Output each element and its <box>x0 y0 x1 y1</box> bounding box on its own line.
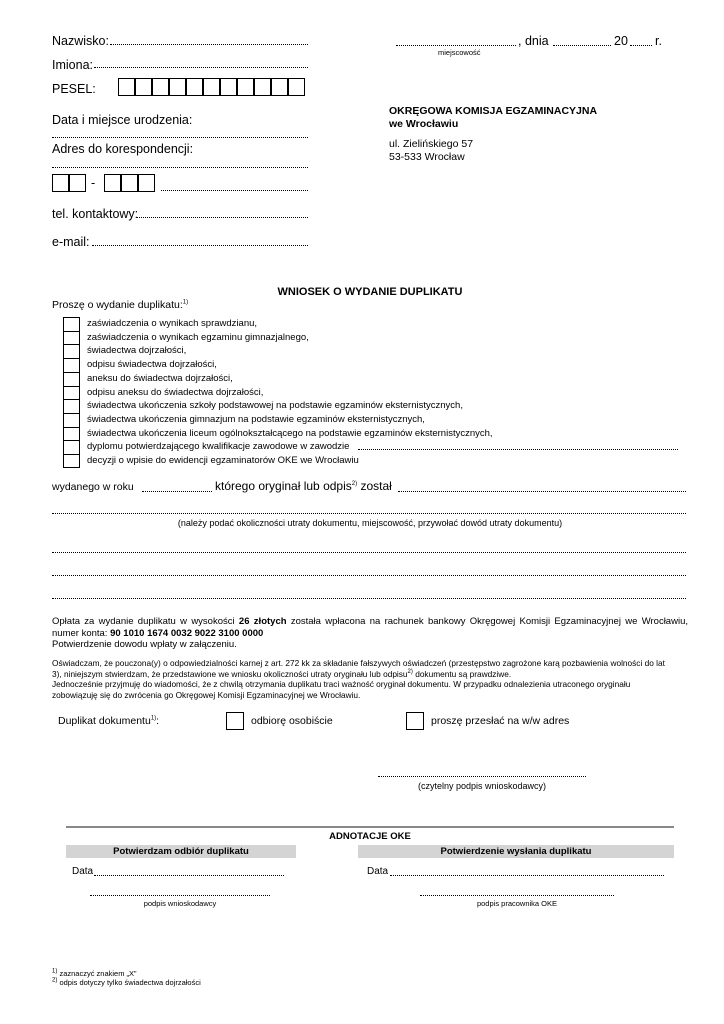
oke-right-date-label: Data <box>367 866 389 877</box>
oke-divider <box>66 826 674 828</box>
option-checkbox[interactable] <box>63 372 80 386</box>
account-label: numer konta: <box>52 627 108 639</box>
circumstances-line-1[interactable] <box>52 506 686 514</box>
oke-left-date-field[interactable] <box>94 869 284 876</box>
pesel-digit-cell[interactable] <box>186 78 203 96</box>
request-label-sup: 1) <box>182 299 189 306</box>
option-checkbox[interactable] <box>63 413 80 427</box>
payment-text-b: została wpłacona na rachunek bankowy Okręgowej Komisji Egzaminacyjnej we Wrocławiu, <box>290 616 688 627</box>
payment-line-1 <box>52 616 688 628</box>
year-field[interactable] <box>630 37 652 46</box>
profession-field[interactable] <box>358 443 678 450</box>
circumstances-line-4[interactable] <box>52 591 686 599</box>
option-label: świadectwa ukończenia szkoły podstawowej na podstawie egzaminów eksternistycznych, <box>87 400 463 412</box>
option-label: świadectwa ukończenia gimnazjum na podstawie egzaminów eksternistycznych, <box>87 413 425 425</box>
birth-label: Data i miejsce urodzenia: <box>52 113 193 127</box>
pesel-digit-cell[interactable] <box>135 78 152 96</box>
option-label: dyplomu potwierdzającego kwalifikacje zawodowe w zawodzie <box>87 441 350 453</box>
circumstances-line-3[interactable] <box>52 568 686 576</box>
surname-field[interactable] <box>110 36 308 45</box>
addressee-city: 53-533 Wrocław <box>389 151 465 163</box>
signature-caption: (czytelny podpis wnioskodawcy) <box>417 781 547 791</box>
email-field[interactable] <box>92 237 308 246</box>
footnote-2-text: odpis dotyczy tylko świadectwa dojrzałości <box>59 978 201 987</box>
option-label: świadectwa ukończenia liceum ogólnokształcącego na podstawie egzaminów eksternistycznych, <box>87 427 493 439</box>
option-label: aneksu do świadectwa dojrzałości, <box>87 372 233 384</box>
option-checkbox[interactable] <box>63 427 80 441</box>
city-field[interactable] <box>161 182 308 191</box>
oke-left-sign-caption: podpis wnioskodawcy <box>143 899 217 908</box>
oke-right-sign-field[interactable] <box>420 889 614 896</box>
address-line-field[interactable] <box>52 159 308 168</box>
declaration-line-4: zobowiązuję się do zwrócenia go Okręgowej Komisji Egzaminacyjnej we Wrocławiu. <box>52 689 361 700</box>
pesel-digit-cell[interactable] <box>237 78 254 96</box>
surname-row <box>52 34 109 48</box>
pickup-label: odbiorę osobiście <box>251 715 333 727</box>
footnote-1 <box>52 969 201 978</box>
delivery-label-text: Duplikat dokumentu <box>58 715 151 727</box>
postal-dash: - <box>91 176 96 190</box>
option-checkbox[interactable] <box>63 331 80 345</box>
footnote-2-num: 2) <box>52 977 58 984</box>
option-checkbox[interactable] <box>63 344 80 358</box>
pesel-digit-cell[interactable] <box>118 78 135 96</box>
dnia-label: , dnia <box>518 34 549 48</box>
original-status-field[interactable] <box>398 484 686 492</box>
applicant-signature-field[interactable] <box>378 769 586 777</box>
first-names-field[interactable] <box>94 59 308 68</box>
mail-label: proszę przesłać na w/w adres <box>431 715 570 727</box>
declaration-line-3: Jednocześnie przyjmuję do wiadomości, że z chwilą otrzymania duplikatu traci ważność oryginał dokumentu. W przypadku odnalezienia utraconego oryginału <box>52 679 631 689</box>
payment-line-2 <box>52 628 688 640</box>
payment-amount: 26 złotych <box>238 616 287 627</box>
oke-right-header: Potwierdzenie wysłania duplikatu <box>358 845 674 858</box>
delivery-colon: : <box>156 715 160 727</box>
footnote-2 <box>52 978 201 987</box>
address-label: Adres do korespondencji: <box>52 142 194 156</box>
delivery-label <box>58 715 159 727</box>
oke-left-date-label: Data <box>72 866 94 877</box>
declaration-line-2a: 3), niniejszym stwierdzam, że przedstawione we wniosku okoliczności utraty oryginału lub odpisu <box>52 668 408 679</box>
payment-proof: Potwierdzenie dowodu wpłaty w załączeniu. <box>52 639 237 650</box>
pesel-digit-cell[interactable] <box>271 78 288 96</box>
option-label: zaświadczenia o wynikach egzaminu gimnazjalnego, <box>87 331 309 343</box>
footnote-1-num: 1) <box>52 968 58 975</box>
payment-info <box>52 616 688 651</box>
form-title: WNIOSEK O WYDANIE DUPLIKATU <box>277 286 463 298</box>
account-number: 90 1010 1674 0032 9022 3100 0000 <box>110 627 264 639</box>
postal-digit-cell[interactable] <box>121 174 138 192</box>
pickup-checkbox[interactable] <box>226 712 244 730</box>
circumstances-caption: (należy podać okoliczności utraty dokumentu, miejscowość, przywołać dowód utraty dokumentu) <box>177 518 563 528</box>
original-text-main: którego oryginał lub odpis <box>215 479 352 493</box>
oke-right-sign-caption: podpis pracownika OKE <box>476 899 558 908</box>
first-names-label: Imiona: <box>52 58 93 72</box>
option-label: decyzji o wpisie do ewidencji egzaminatorów OKE we Wrocławiu <box>87 455 359 466</box>
original-suffix: został <box>360 479 392 493</box>
option-label: zaświadczenia o wynikach sprawdzianu, <box>87 318 258 329</box>
postal-digit-cell[interactable] <box>69 174 86 192</box>
pesel-digit-cell[interactable] <box>254 78 271 96</box>
circumstances-line-2[interactable] <box>52 545 686 553</box>
place-caption: miejscowość <box>438 48 481 57</box>
mail-checkbox[interactable] <box>406 712 424 730</box>
delivery-sup: 1) <box>150 715 157 722</box>
declaration-line-2b: dokumentu są prawdziwe. <box>415 668 512 679</box>
addressee-name-line2: we Wrocławiu <box>389 118 459 130</box>
pesel-digit-cell[interactable] <box>169 78 186 96</box>
option-checkbox[interactable] <box>63 399 80 413</box>
issued-year-label: wydanego w roku <box>52 481 134 493</box>
payment-text-a: Opłata za wydanie duplikatu w wysokości <box>52 616 235 627</box>
declaration <box>52 658 688 700</box>
addressee-address <box>389 138 473 164</box>
issued-year-field[interactable] <box>142 484 212 492</box>
phone-field[interactable] <box>137 209 308 218</box>
oke-left-header: Potwierdzam odbiór duplikatu <box>66 845 296 858</box>
place-field[interactable] <box>396 37 516 46</box>
original-sup: 2) <box>351 481 358 487</box>
postal-digit-cell[interactable] <box>104 174 121 192</box>
option-checkbox[interactable] <box>63 358 80 372</box>
option-checkbox[interactable] <box>63 454 80 468</box>
phone-label: tel. kontaktowy: <box>52 207 139 221</box>
oke-left-sign-field[interactable] <box>90 889 270 896</box>
pesel-digit-cell[interactable] <box>220 78 237 96</box>
declaration-line-2 <box>52 669 688 680</box>
option-checkbox[interactable] <box>63 317 80 331</box>
request-label-text: Proszę o wydanie duplikatu: <box>52 299 183 311</box>
option-checkbox[interactable] <box>63 386 80 400</box>
surname-label: Nazwisko: <box>52 34 109 48</box>
footnote-1-text: zaznaczyć znakiem „X” <box>59 969 137 978</box>
declaration-line-1: Oświadczam, że pouczona(y) o odpowiedzialności karnej z art. 272 kk za składanie fałszywych oświadczeń (przestępstwo zagrożone karą pozbawienia wolności do lat <box>52 658 665 668</box>
addressee-street: ul. Zielińskiego 57 <box>389 138 474 150</box>
option-label: odpisu świadectwa dojrzałości, <box>87 359 217 371</box>
pesel-digit-cell[interactable] <box>203 78 220 96</box>
email-label: e-mail: <box>52 235 90 249</box>
year-prefix: 20 <box>614 34 628 48</box>
addressee-name-line1: OKRĘGOWA KOMISJA EGZAMINACYJNA <box>389 105 598 117</box>
pesel-digit-cell[interactable] <box>288 78 305 96</box>
pesel-label: PESEL: <box>52 82 96 96</box>
footnotes <box>52 969 201 987</box>
oke-right-date-field[interactable] <box>390 869 664 876</box>
postal-digit-cell[interactable] <box>138 174 155 192</box>
option-checkbox[interactable] <box>63 440 80 454</box>
request-label <box>52 299 188 311</box>
day-field[interactable] <box>553 37 611 46</box>
original-text <box>215 479 392 493</box>
declaration-sup: 2) <box>407 668 413 675</box>
pesel-digit-cell[interactable] <box>152 78 169 96</box>
option-label: świadectwa dojrzałości, <box>87 345 187 357</box>
postal-digit-cell[interactable] <box>52 174 69 192</box>
addressee-name <box>389 105 597 131</box>
year-suffix: r. <box>655 34 662 48</box>
oke-title: ADNOTACJE OKE <box>329 831 411 842</box>
option-label: odpisu aneksu do świadectwa dojrzałości, <box>87 386 264 398</box>
birth-field[interactable] <box>52 129 308 138</box>
